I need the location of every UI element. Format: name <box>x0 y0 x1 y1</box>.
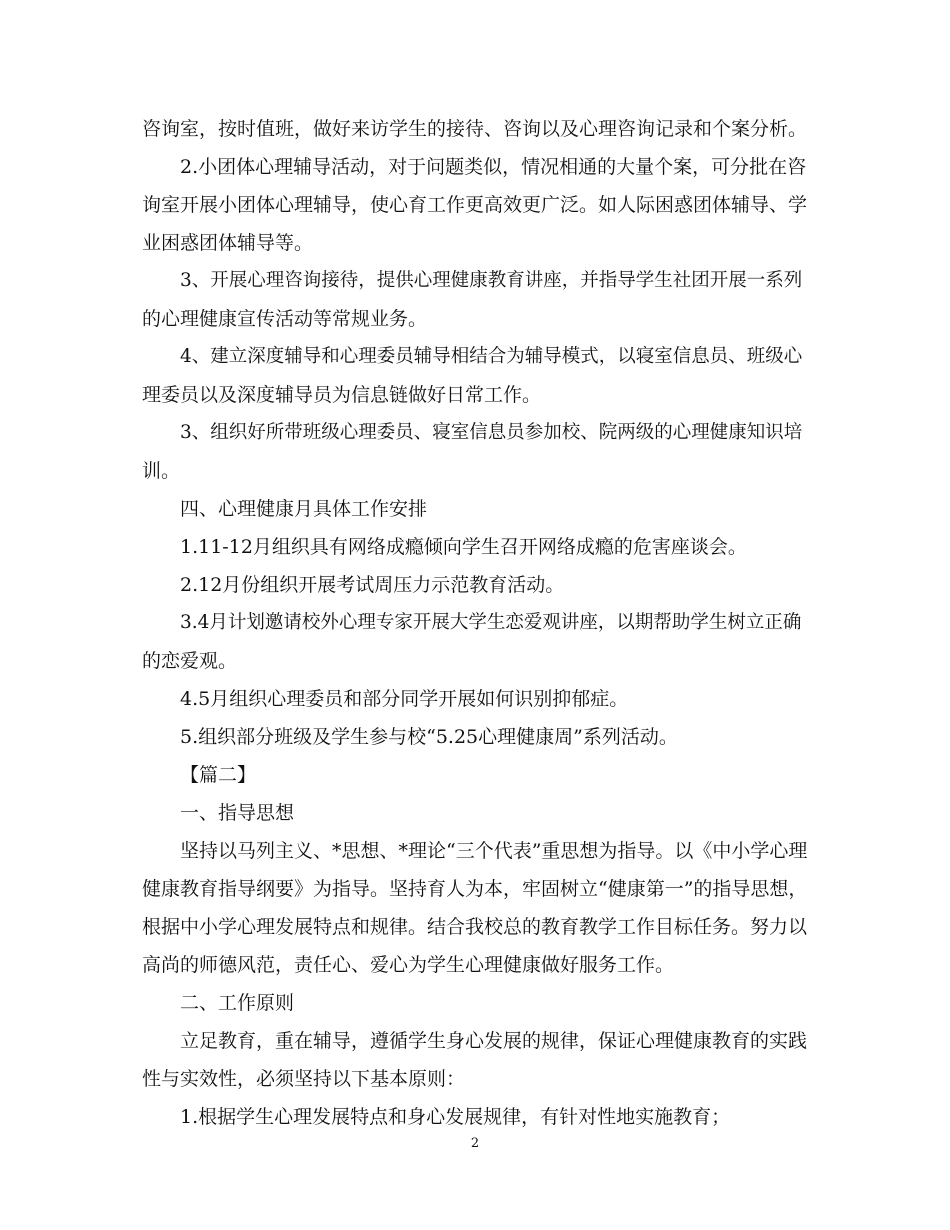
text-line: 询室开展小团体心理辅导，使心育工作更高效更广泛。如人际困惑团体辅导、学 <box>142 194 808 216</box>
text-line: 3、开展心理咨询接待，提供心理健康教育讲座，并指导学生社团开展一系列 <box>180 270 803 291</box>
text-line: 高尚的师德风范，责任心、爱心为学生心理健康做好服务工作。 <box>142 954 675 976</box>
text-line: 四、心理健康月具体工作安排 <box>180 498 428 520</box>
text-line: 一、指导思想 <box>180 802 295 824</box>
text-line: 二、工作原则 <box>180 992 295 1014</box>
page-number: 2 <box>470 1136 480 1151</box>
document-body <box>142 110 810 1136</box>
text-line: 业困惑团体辅导等。 <box>142 232 314 254</box>
text-line: 3.4月计划邀请校外心理专家开展大学生恋爱观讲座，以期帮助学生树立正确 <box>180 612 802 633</box>
text-line: 1.根据学生心理发展特点和身心发展规律，有针对性地实施教育； <box>180 1106 731 1128</box>
text-line: 立足教育，重在辅导，遵循学生身心发展的规律，保证心理健康教育的实践 <box>180 1030 808 1052</box>
text-line: 2.12月份组织开展考试周压力示范教育活动。 <box>180 574 565 596</box>
text-line: 理委员以及深度辅导员为信息链做好日常工作。 <box>142 384 542 406</box>
text-line: 训。 <box>142 460 181 482</box>
text-line: 坚持以马列主义、*思想、*理论“三个代表”重思想为指导。以《中小学心理 <box>180 840 808 862</box>
text-line: 5.组织部分班级及学生参与校“5.25心理健康周”系列活动。 <box>180 726 678 748</box>
text-line: 的心理健康宣传活动等常规业务。 <box>142 308 428 330</box>
text-line: 的恋爱观。 <box>142 650 238 672</box>
text-line: 2.小团体心理辅导活动，对于问题类似，情况相通的大量个案，可分批在咨 <box>180 156 807 178</box>
text-line: 4.5月组织心理委员和部分同学开展如何识别抑郁症。 <box>180 688 629 710</box>
text-line: 根据中小学心理发展特点和规律。结合我校总的教育教学工作目标任务。努力以 <box>142 916 808 938</box>
text-line: 健康教育指导纲要》为指导。坚持育人为本，牢固树立“健康第一”的指导思想， <box>142 878 808 900</box>
text-line: 咨询室，按时值班，做好来访学生的接待、咨询以及心理咨询记录和个案分析。 <box>142 118 808 140</box>
text-line: 1.11-12月组织具有网络成瘾倾向学生召开网络成瘾的危害座谈会。 <box>180 536 747 558</box>
text-line: 3、组织好所带班级心理委员、寝室信息员参加校、院两级的心理健康知识培 <box>180 422 803 443</box>
text-line: 【篇二】 <box>180 764 257 786</box>
text-line: 性与实效性，必须坚持以下基本原则： <box>142 1068 466 1090</box>
text-line: 4、建立深度辅导和心理委员辅导相结合为辅导模式，以寝室信息员、班级心 <box>180 346 803 367</box>
